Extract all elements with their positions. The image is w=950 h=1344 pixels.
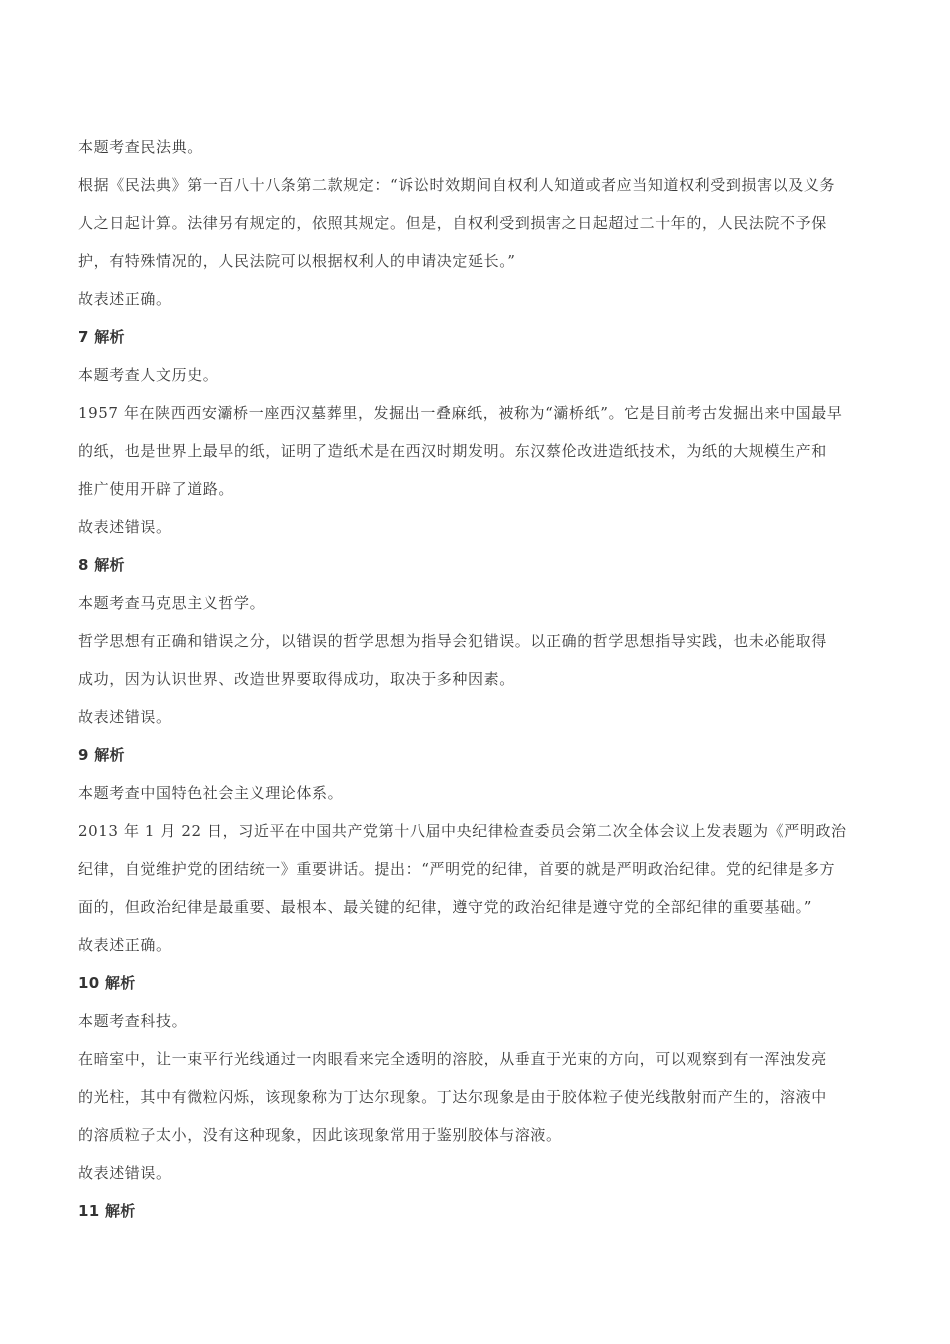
body-line: 面的，但政治纪律是最重要、最根本、最关键的纪律，遵守党的政治纪律是遵守党的全部纪律的重要基础。”	[78, 898, 812, 916]
conclusion-line: 故表述正确。	[78, 936, 172, 954]
section-heading: 9 解析	[78, 746, 125, 764]
topic-line: 本题考查中国特色社会主义理论体系。	[78, 784, 344, 802]
topic-line: 本题考查科技。	[78, 1012, 188, 1030]
conclusion-line: 故表述错误。	[78, 708, 172, 726]
answer-section-8	[78, 546, 882, 736]
body-line: 纪律，自觉维护党的团结统一》重要讲话。提出：“严明党的纪律，首要的就是严明政治纪律。党的纪律是多方	[78, 860, 836, 878]
body-line: 2013 年 1 月 22 日，习近平在中国共产党第十八届中央纪律检查委员会第二次全体会议上发表题为《严明政治	[78, 822, 847, 840]
conclusion-line: 故表述错误。	[78, 518, 172, 536]
body-line: 根据《民法典》第一百八十八条第二款规定：“诉讼时效期间自权利人知道或者应当知道权利受到损害以及义务	[78, 176, 836, 194]
document-page	[78, 128, 882, 1230]
body-line: 护，有特殊情况的，人民法院可以根据权利人的申请决定延长。”	[78, 252, 516, 270]
body-line: 的纸，也是世界上最早的纸，证明了造纸术是在西汉时期发明。东汉蔡伦改进造纸技术，为纸的大规模生产和	[78, 442, 827, 460]
section-heading: 10 解析	[78, 974, 136, 992]
topic-line: 本题考查马克思主义哲学。	[78, 594, 266, 612]
topic-line: 本题考查人文历史。	[78, 366, 219, 384]
body-line: 推广使用开辟了道路。	[78, 480, 235, 498]
conclusion-line: 故表述错误。	[78, 1164, 172, 1182]
section-heading: 11 解析	[78, 1202, 136, 1220]
body-line: 1957 年在陕西西安灞桥一座西汉墓葬里，发掘出一叠麻纸，被称为“灞桥纸”。它是目前考古发掘出来中国最早	[78, 404, 843, 422]
body-line: 哲学思想有正确和错误之分，以错误的哲学思想为指导会犯错误。以正确的哲学思想指导实践，也未必能取得	[78, 632, 827, 650]
body-line: 的溶质粒子太小，没有这种现象，因此该现象常用于鉴别胶体与溶液。	[78, 1126, 562, 1144]
answer-section-11	[78, 1192, 882, 1230]
body-line: 在暗室中，让一束平行光线通过一肉眼看来完全透明的溶胶，从垂直于光束的方向，可以观察到有一浑浊发亮	[78, 1050, 827, 1068]
answer-section-9	[78, 736, 882, 964]
answer-section-10	[78, 964, 882, 1192]
conclusion-line: 故表述正确。	[78, 290, 172, 308]
section-heading: 7 解析	[78, 328, 125, 346]
section-heading: 8 解析	[78, 556, 125, 574]
topic-line: 本题考查民法典。	[78, 138, 203, 156]
body-line: 人之日起计算。法律另有规定的，依照其规定。但是，自权利受到损害之日起超过二十年的，人民法院不予保	[78, 214, 827, 232]
body-line: 的光柱，其中有微粒闪烁，该现象称为丁达尔现象。丁达尔现象是由于胶体粒子使光线散射而产生的，溶液中	[78, 1088, 827, 1106]
body-line: 成功，因为认识世界、改造世界要取得成功，取决于多种因素。	[78, 670, 515, 688]
answer-section-civil-code	[78, 128, 882, 318]
answer-section-7	[78, 318, 882, 546]
